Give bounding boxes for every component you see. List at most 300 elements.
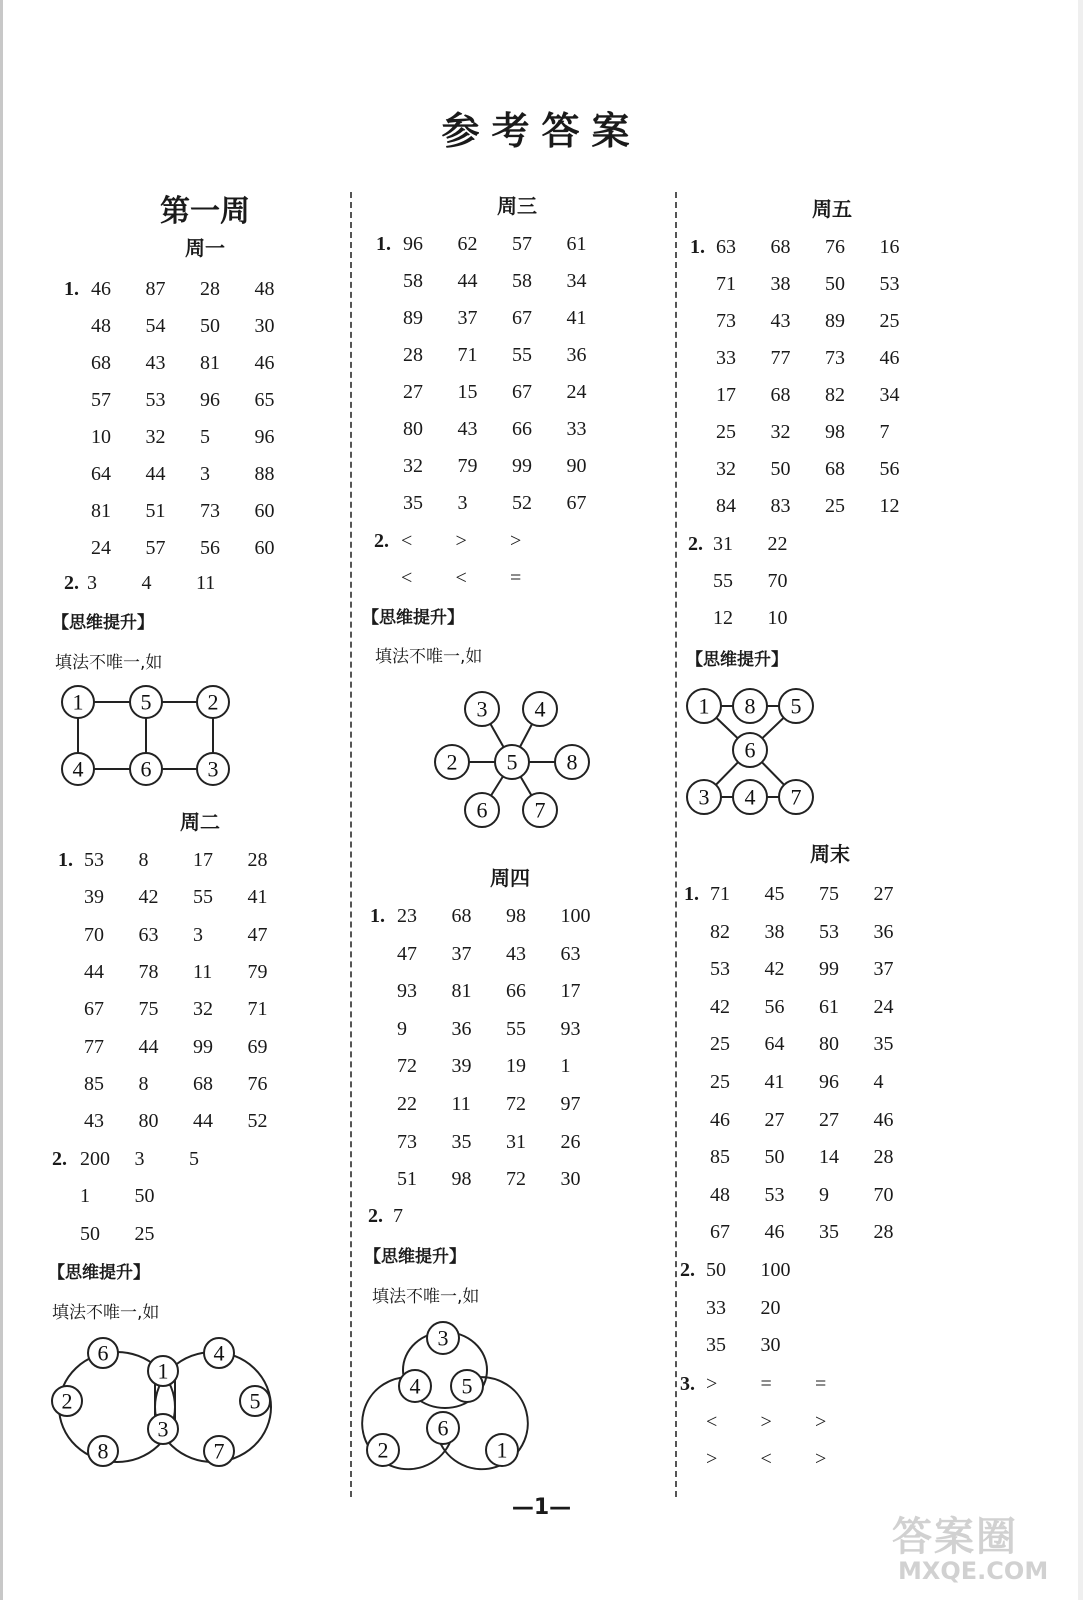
answer-cell: 200: [80, 1148, 110, 1170]
answer-cell: 38: [770, 273, 791, 295]
puzzle-node: [523, 793, 557, 827]
answer-cell: 73: [716, 310, 736, 332]
question-number: 2.: [52, 1148, 67, 1170]
answer-cell: 25: [134, 1222, 155, 1245]
answer-cell: 44: [457, 270, 478, 292]
answer-cell: 25: [710, 1071, 730, 1093]
answer-cell: 36: [873, 920, 894, 943]
svg-text:1: 1: [157, 1358, 169, 1384]
answer-cell: 25: [716, 421, 736, 443]
answer-cell: 33: [706, 1296, 726, 1319]
answer-cell: 57: [145, 537, 166, 559]
column-divider: [350, 192, 352, 1497]
svg-text:4: 4: [744, 784, 756, 810]
answer-cell: 53: [710, 958, 730, 981]
answer-cell: 3: [200, 463, 210, 485]
answer-cell: 53: [84, 849, 104, 871]
puzzle-node: [687, 780, 721, 814]
thu-puzzle: [365, 1320, 525, 1480]
answer-cell: 71: [710, 883, 730, 905]
fri-section: 【思维提升】: [686, 650, 788, 670]
svg-text:7: 7: [213, 1438, 225, 1464]
answer-cell: <: [760, 1448, 772, 1471]
answer-cell: 51: [397, 1168, 417, 1191]
answer-cell: 37: [457, 307, 478, 329]
puzzle-node: [779, 780, 813, 814]
answer-cell: 30: [760, 1334, 781, 1357]
answer-cell: 54: [145, 315, 166, 337]
question-number: 2.: [680, 1259, 695, 1281]
answer-cell: 80: [819, 1033, 839, 1056]
tue-puzzle: [45, 1335, 285, 1475]
puzzle-node: [687, 689, 721, 723]
answer-cell: 35: [873, 1033, 894, 1056]
answer-cell: 48: [254, 278, 275, 300]
answer-cell: 24: [91, 537, 111, 559]
answer-cell: 98: [451, 1168, 472, 1191]
thu-section: 【思维提升】: [364, 1247, 466, 1267]
puzzle-node: [130, 686, 162, 718]
answer-cell: 32: [716, 458, 736, 480]
wed-section: 【思维提升】: [362, 608, 464, 628]
answer-cell: 47: [397, 942, 417, 965]
answer-cell: 50: [80, 1222, 100, 1245]
answer-cell: 35: [706, 1334, 726, 1357]
puzzle-node: [465, 692, 499, 726]
answer-cell: 31: [713, 533, 733, 555]
day-title-weekend: 周末: [810, 842, 850, 866]
answer-cell: 96: [819, 1071, 839, 1093]
page-edge: [0, 0, 3, 1600]
answer-cell: 64: [764, 1033, 785, 1056]
answer-cell: 80: [138, 1110, 159, 1133]
answer-cell: 70: [767, 570, 788, 592]
puzzle-node: [148, 1414, 178, 1444]
answer-cell: 8: [138, 849, 149, 871]
answer-cell: 33: [566, 418, 587, 440]
svg-text:3: 3: [698, 784, 710, 810]
day-title-thu: 周四: [490, 866, 530, 890]
answer-cell: 11: [196, 572, 216, 594]
answer-cell: 48: [710, 1183, 730, 1206]
answer-cell: >: [510, 530, 522, 552]
answer-cell: 58: [512, 270, 532, 292]
answer-cell: 96: [403, 233, 423, 255]
svg-text:7: 7: [534, 797, 546, 823]
answer-cell: 28: [873, 1221, 894, 1244]
puzzle-node: [367, 1434, 399, 1466]
answer-cell: 41: [566, 307, 587, 329]
answer-cell: 68: [193, 1072, 213, 1095]
puzzle-node: [204, 1338, 234, 1368]
answer-cell: 72: [506, 1093, 526, 1115]
answer-cell: 3: [87, 572, 97, 594]
answer-cell: 79: [457, 455, 478, 477]
page-title: 参考答案: [441, 109, 642, 153]
answer-cell: 43: [145, 352, 166, 374]
answer-cell: 76: [825, 236, 845, 258]
answer-cell: >: [706, 1448, 718, 1471]
answer-cell: 71: [247, 998, 268, 1021]
answer-cell: 55: [193, 886, 213, 909]
answer-cell: 27: [819, 1108, 839, 1131]
puzzle-node: [88, 1436, 118, 1466]
answer-cell: 56: [764, 995, 785, 1018]
answer-cell: 79: [247, 960, 268, 983]
svg-text:3: 3: [207, 756, 219, 782]
answer-cell: 36: [566, 344, 587, 366]
answer-cell: <: [401, 530, 413, 552]
svg-text:2: 2: [446, 749, 458, 775]
answer-cell: 39: [84, 886, 104, 909]
answer-cell: 11: [451, 1093, 471, 1115]
day-title-tue: 周二: [180, 810, 220, 834]
answer-cell: 39: [451, 1055, 472, 1078]
answer-cell: <: [706, 1410, 718, 1433]
answer-cell: 46: [254, 352, 275, 374]
answer-cell: 96: [254, 426, 275, 448]
question-number: 1.: [370, 905, 385, 927]
svg-text:8: 8: [566, 749, 578, 775]
answer-cell: 22: [397, 1093, 417, 1115]
answer-cell: 71: [457, 344, 478, 366]
puzzle-node: [240, 1386, 270, 1416]
answer-cell: 15: [457, 381, 478, 403]
answer-cell: 42: [710, 995, 730, 1018]
answer-cell: 27: [403, 381, 423, 403]
answer-cell: 46: [91, 278, 111, 300]
answer-cell: 98: [506, 905, 526, 927]
answer-cell: 43: [770, 310, 791, 332]
answer-cell: 43: [84, 1110, 104, 1133]
svg-text:5: 5: [790, 693, 802, 719]
page-edge-right: [1078, 0, 1083, 1600]
answer-cell: 57: [512, 233, 532, 255]
answer-cell: 17: [560, 980, 581, 1003]
answer-cell: 43: [506, 942, 526, 965]
puzzle-node: [451, 1370, 483, 1402]
answer-cell: 55: [713, 570, 733, 592]
answer-cell: >: [760, 1410, 772, 1433]
answer-cell: 3: [134, 1148, 145, 1170]
puzzle-node: [465, 793, 499, 827]
answer-cell: 73: [825, 347, 845, 369]
answer-cell: 81: [200, 352, 220, 374]
answer-cell: <: [455, 567, 467, 589]
svg-text:3: 3: [476, 696, 488, 722]
svg-text:4: 4: [72, 756, 84, 782]
wed-puzzle: [430, 685, 600, 835]
answer-cell: 25: [710, 1033, 730, 1056]
answer-cell: 44: [84, 960, 104, 983]
answer-cell: 63: [560, 942, 581, 965]
answer-cell: 46: [879, 347, 900, 369]
answer-cell: 28: [247, 849, 268, 871]
answer-cell: 75: [819, 883, 839, 905]
answer-cell: 77: [770, 347, 791, 369]
answer-cell: 36: [451, 1017, 472, 1040]
column-divider: [675, 192, 677, 1497]
puzzle-node: [495, 745, 529, 779]
answer-cell: 89: [403, 307, 423, 329]
answer-cell: 67: [84, 998, 104, 1021]
puzzle-node: [399, 1370, 431, 1402]
answer-cell: 61: [819, 995, 839, 1018]
answer-cell: 56: [200, 537, 220, 559]
week-title: 第一周: [160, 194, 250, 229]
answer-cell: 50: [200, 315, 220, 337]
answer-cell: 37: [873, 958, 894, 981]
answer-cell: 25: [825, 495, 845, 517]
answer-cell: 93: [397, 980, 417, 1003]
answer-cell: 12: [879, 495, 900, 517]
answer-cell: 17: [716, 384, 736, 406]
answer-cell: 26: [560, 1130, 581, 1153]
answer-cell: 41: [247, 886, 268, 909]
answer-cell: 100: [560, 905, 591, 927]
svg-text:7: 7: [790, 784, 802, 810]
answer-cell: 34: [566, 270, 587, 292]
answer-cell: >: [455, 530, 467, 552]
question-number: 1.: [684, 883, 699, 905]
puzzle-node: [486, 1434, 518, 1466]
answer-cell: =: [815, 1373, 827, 1395]
answer-cell: 50: [770, 458, 791, 480]
answer-cell: 76: [247, 1072, 268, 1095]
answer-cell: 37: [451, 942, 472, 965]
answer-cell: >: [815, 1448, 827, 1471]
tue-section: 【思维提升】: [48, 1263, 150, 1283]
answer-cell: 48: [91, 315, 111, 337]
answer-cell: 100: [760, 1259, 791, 1281]
answer-cell: 87: [145, 278, 166, 300]
question-number: 1.: [64, 278, 79, 300]
answer-cell: 58: [403, 270, 423, 292]
thu-note: 填法不唯一,如: [372, 1287, 480, 1307]
day-title-fri: 周五: [812, 197, 852, 221]
answer-cell: 50: [706, 1259, 726, 1281]
answer-cell: 81: [451, 980, 472, 1003]
svg-text:8: 8: [744, 693, 756, 719]
answer-cell: 32: [145, 426, 166, 448]
answer-cell: 32: [193, 998, 213, 1021]
mon-section: 【思维提升】: [52, 613, 154, 633]
answer-cell: 42: [138, 886, 159, 909]
answer-cell: 61: [566, 233, 587, 255]
answer-cell: 8: [138, 1072, 149, 1095]
answer-cell: 32: [403, 455, 423, 477]
svg-text:4: 4: [534, 696, 546, 722]
answer-cell: 55: [506, 1017, 526, 1040]
answer-cell: 67: [512, 307, 532, 329]
answer-cell: 60: [254, 500, 275, 522]
answer-cell: 60: [254, 537, 275, 559]
answer-cell: 35: [403, 492, 423, 514]
answer-cell: 68: [91, 352, 111, 374]
puzzle-node: [52, 1386, 82, 1416]
answer-cell: 44: [193, 1110, 213, 1133]
answer-cell: 50: [825, 273, 845, 295]
answer-cell: 84: [716, 495, 736, 517]
answer-cell: 9: [397, 1017, 407, 1040]
answer-cell: 46: [710, 1108, 730, 1131]
svg-text:5: 5: [249, 1388, 261, 1414]
answer-cell: 35: [819, 1221, 839, 1244]
svg-text:5: 5: [140, 689, 152, 715]
answer-cell: 72: [506, 1168, 526, 1191]
answer-cell: 69: [247, 1035, 268, 1058]
answer-cell: 80: [403, 418, 423, 440]
svg-text:6: 6: [97, 1340, 109, 1366]
answer-cell: 98: [825, 421, 845, 443]
answer-cell: <: [401, 567, 413, 589]
answer-cell: 42: [764, 958, 785, 981]
answer-cell: 96: [200, 389, 220, 411]
puzzle-node: [204, 1436, 234, 1466]
svg-text:3: 3: [437, 1325, 449, 1351]
answer-cell: 35: [451, 1130, 472, 1153]
answer-cell: 28: [200, 278, 220, 300]
answer-cell: 97: [560, 1093, 581, 1115]
answer-cell: 68: [770, 236, 791, 258]
answer-cell: 3: [457, 492, 468, 514]
fri-puzzle: [680, 680, 830, 820]
puzzle-node: [733, 780, 767, 814]
question-number: 1.: [58, 849, 73, 871]
answer-cell: 7: [879, 421, 890, 443]
svg-text:2: 2: [207, 689, 219, 715]
svg-text:3: 3: [157, 1416, 169, 1442]
svg-text:5: 5: [461, 1373, 473, 1399]
svg-text:1: 1: [72, 689, 84, 715]
tue-note: 填法不唯一,如: [52, 1303, 160, 1323]
answer-cell: 99: [512, 455, 532, 477]
answer-cell: 46: [764, 1221, 785, 1244]
answer-cell: 67: [512, 381, 532, 403]
answer-cell: 65: [254, 389, 275, 411]
answer-cell: 53: [819, 920, 839, 943]
answer-cell: 55: [512, 344, 532, 366]
answer-cell: 89: [825, 310, 845, 332]
answer-cell: 82: [710, 920, 730, 943]
question-number: 1.: [690, 236, 705, 258]
svg-text:1: 1: [698, 693, 710, 719]
page-number: —1—: [511, 1495, 572, 1520]
answer-cell: 33: [716, 347, 736, 369]
answer-cell: =: [760, 1373, 772, 1395]
answer-cell: 24: [566, 381, 587, 403]
answer-cell: 23: [397, 905, 417, 927]
answer-cell: 64: [91, 463, 111, 485]
answer-cell: 16: [879, 236, 900, 258]
question-number: 1.: [376, 233, 391, 255]
answer-cell: 66: [512, 418, 532, 440]
answer-cell: 63: [138, 923, 159, 946]
answer-cell: 47: [247, 923, 268, 946]
answer-cell: 22: [767, 533, 788, 555]
answer-cell: 7: [393, 1205, 403, 1227]
answer-cell: 70: [873, 1183, 894, 1206]
svg-text:2: 2: [377, 1437, 389, 1463]
answer-cell: 11: [193, 960, 213, 983]
svg-text:1: 1: [496, 1437, 508, 1463]
svg-text:6: 6: [476, 797, 488, 823]
answer-cell: 52: [247, 1110, 268, 1133]
answer-cell: 53: [879, 273, 900, 295]
answer-cell: 43: [457, 418, 478, 440]
answer-cell: 10: [767, 607, 788, 629]
answer-cell: 82: [825, 384, 845, 406]
wed-note: 填法不唯一,如: [375, 647, 483, 667]
watermark: [880, 1505, 1075, 1595]
answer-cell: 41: [764, 1071, 785, 1093]
puzzle-node: [555, 745, 589, 779]
svg-text:6: 6: [437, 1415, 449, 1441]
svg-text:6: 6: [744, 737, 756, 763]
answer-cell: 32: [770, 421, 791, 443]
watermark-logo: 答案圈: [892, 1514, 1018, 1560]
puzzle-node: [148, 1356, 178, 1386]
answer-cell: 83: [770, 495, 791, 517]
question-number: 2.: [368, 1205, 383, 1227]
answer-cell: 44: [138, 1035, 159, 1058]
answer-cell: 70: [84, 923, 104, 946]
answer-cell: 99: [193, 1035, 213, 1058]
answer-cell: 14: [819, 1146, 839, 1169]
answer-cell: 50: [764, 1146, 785, 1169]
answer-cell: 73: [200, 500, 220, 522]
answer-cell: 81: [91, 500, 111, 522]
answer-cell: 28: [873, 1146, 894, 1169]
answer-cell: 93: [560, 1017, 581, 1040]
answer-cell: 62: [457, 233, 478, 255]
answer-cell: 67: [710, 1221, 730, 1244]
answer-cell: 44: [145, 463, 166, 485]
answer-cell: 66: [506, 980, 526, 1003]
puzzle-node: [62, 753, 94, 785]
question-number: 2.: [64, 572, 79, 594]
answer-cell: 68: [825, 458, 845, 480]
answer-cell: 4: [141, 572, 152, 594]
puzzle-node: [62, 686, 94, 718]
answer-cell: 63: [716, 236, 736, 258]
puzzle-node: [523, 692, 557, 726]
puzzle-node: [427, 1322, 459, 1354]
answer-cell: 72: [397, 1055, 417, 1078]
answer-cell: 25: [879, 310, 900, 332]
answer-cell: 57: [91, 389, 111, 411]
puzzle-node: [733, 733, 767, 767]
svg-text:4: 4: [213, 1340, 225, 1366]
puzzle-node: [197, 686, 229, 718]
answer-cell: 51: [145, 500, 166, 522]
answer-cell: 27: [873, 883, 894, 905]
answer-cell: =: [510, 567, 522, 589]
answer-cell: 3: [193, 923, 203, 946]
answer-cell: 75: [138, 998, 159, 1021]
answer-cell: 17: [193, 849, 213, 871]
puzzle-node: [130, 753, 162, 785]
puzzle-node: [435, 745, 469, 779]
answer-cell: 34: [879, 384, 900, 406]
answer-cell: >: [706, 1373, 718, 1395]
answer-cell: 53: [764, 1183, 785, 1206]
svg-text:6: 6: [140, 756, 152, 782]
answer-cell: 46: [873, 1108, 894, 1131]
answer-cell: 28: [403, 344, 423, 366]
answer-cell: 30: [560, 1168, 581, 1191]
answer-cell: 78: [138, 960, 159, 983]
